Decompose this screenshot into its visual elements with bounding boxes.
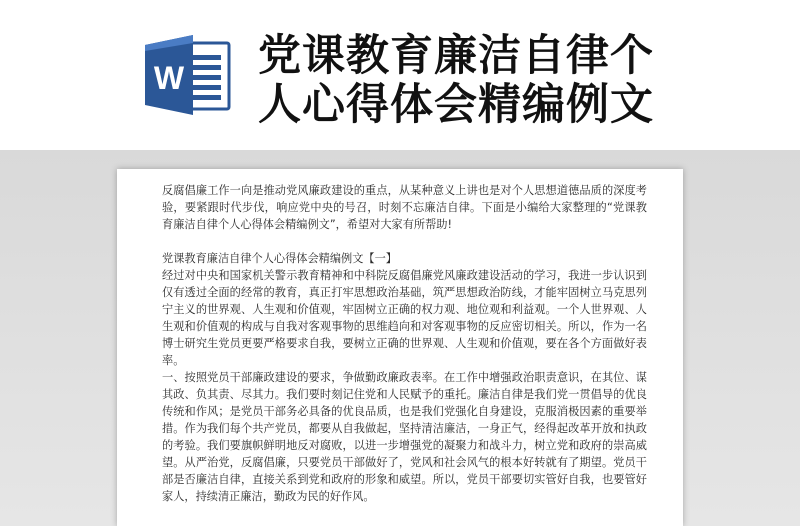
body-paragraph-1: 经过对中央和国家机关警示教育精神和中科院反腐倡廉党风廉政建设活动的学习，我进一步认识到仅有透过全面的经常的教育，真正打牢思想政治基础，筑严思想政治防线，才能牢固树立马克思列宁主义的世界观、人生观和价值观，牢固树立正确的权力观、地位观和利益观。一个人世界观、人生观和价值观的构成与自我对客观事物的思维趋向和对客观事物的反应密切相关。所以，作为一名博士研究生党员更要严格要求自我，要树立正确的世界观、人生观和价值观，要在各个方面做好表率。 [162, 269, 647, 367]
document-page [117, 169, 683, 526]
page-title [258, 32, 778, 130]
body-paragraph-2: 一、按照党员干部廉政建设的要求，争做勤政廉政表率。在工作中增强政治职责意识，在其位、谋其政、负其责、尽其力。我们要时刻记住党和人民赋予的重托。廉洁自律是我们党一贯倡导的优良传统和作风；是党员干部务必具备的优良品质，也是我们党强化自身建设，克服消极因素的重要举措。作为我们每个共产党员，都要从自我做起，坚持清洁廉洁，一身正气，经得起改革开放和执政的考验。我们要旗帜鲜明地反对腐败，以进一步增强党的凝聚力和战斗力，树立党和政府的崇高威望。从严治党，反腐倡廉，只要党员干部做好了，党风和社会风气的根本好转就有了期望。党员干部是否廉洁自律，直接关系到党和政府的形象和威望。所以，党员干部要切实管好自我，也要管好家人，持续清正廉洁，勤政为民的好作风。 [162, 371, 647, 503]
page-title-line-2: 人心得体会精编例文 [258, 80, 654, 130]
section-title: 党课教育廉洁自律个人心得体会精编例文【一】 [162, 252, 397, 265]
word-icon-letter: W [153, 60, 185, 96]
intro-paragraph: 反腐倡廉工作一向是推动党风廉政建设的重点，从某种意义上讲也是对个人思想道德品质的深度考验，要紧跟时代步伐，响应党中央的号召，时刻不忘廉洁自律。下面是小编给大家整理的“党课教育廉洁自律个人心得体会精编例文”，希望对大家有所帮助! [162, 184, 647, 231]
page-title-line-1: 党课教育廉洁自律个 [258, 31, 654, 81]
paragraph-spacer [162, 233, 647, 250]
document-body [162, 182, 647, 505]
word-document-icon [143, 33, 233, 117]
header-banner [0, 0, 800, 150]
